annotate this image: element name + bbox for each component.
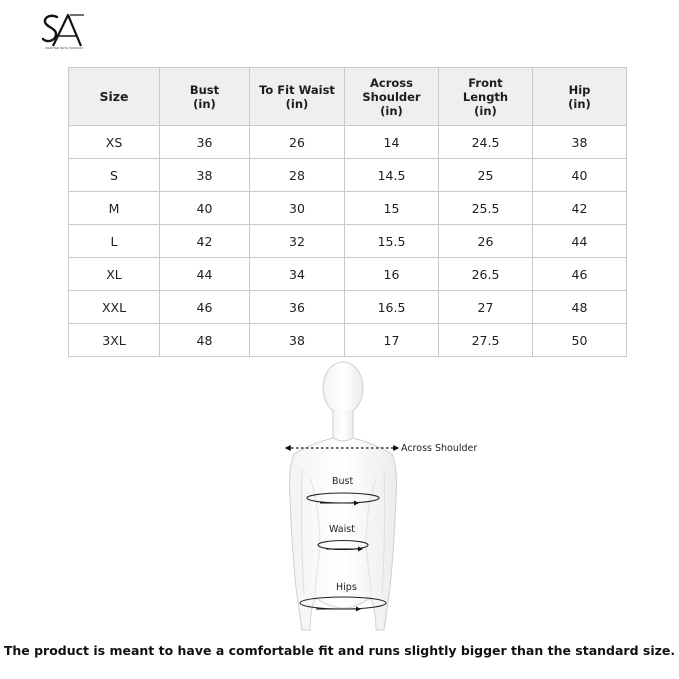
fit-note: The product is meant to have a comfortable fit and runs slightly bigger than the standard size. xyxy=(3,643,676,658)
size-chart-table xyxy=(68,67,627,357)
brand-tagline: CRAFTED WITH PASSION xyxy=(45,47,83,50)
table-row xyxy=(69,258,627,291)
table-row xyxy=(69,291,627,324)
cell-bust: 36 xyxy=(160,126,250,159)
cell-across-shoulder: 17 xyxy=(345,324,439,357)
cell-hip: 46 xyxy=(533,258,627,291)
label-across-shoulder: Across Shoulder xyxy=(401,443,478,454)
table-row xyxy=(69,159,627,192)
label-hips: Hips xyxy=(336,582,357,593)
cell-hip: 44 xyxy=(533,225,627,258)
header-size: Size xyxy=(69,68,160,126)
header-waist: To Fit Waist (in) xyxy=(250,68,345,126)
cell-waist: 30 xyxy=(250,192,345,225)
cell-across-shoulder: 16.5 xyxy=(345,291,439,324)
cell-bust: 46 xyxy=(160,291,250,324)
cell-waist: 38 xyxy=(250,324,345,357)
cell-hip: 40 xyxy=(533,159,627,192)
cell-size: XXL xyxy=(69,291,160,324)
cell-bust: 48 xyxy=(160,324,250,357)
brand-logo xyxy=(32,12,96,52)
cell-hip: 42 xyxy=(533,192,627,225)
table-header-row xyxy=(69,68,627,126)
cell-across-shoulder: 14 xyxy=(345,126,439,159)
cell-front-length: 27.5 xyxy=(439,324,533,357)
cell-waist: 26 xyxy=(250,126,345,159)
cell-waist: 36 xyxy=(250,291,345,324)
cell-front-length: 24.5 xyxy=(439,126,533,159)
table-row xyxy=(69,225,627,258)
cell-waist: 28 xyxy=(250,159,345,192)
cell-across-shoulder: 16 xyxy=(345,258,439,291)
label-bust: Bust xyxy=(332,476,354,487)
cell-front-length: 25.5 xyxy=(439,192,533,225)
cell-hip: 48 xyxy=(533,291,627,324)
measurement-diagram xyxy=(280,358,480,634)
cell-front-length: 26 xyxy=(439,225,533,258)
cell-across-shoulder: 14.5 xyxy=(345,159,439,192)
table-row xyxy=(69,126,627,159)
cell-front-length: 27 xyxy=(439,291,533,324)
cell-size: M xyxy=(69,192,160,225)
cell-bust: 38 xyxy=(160,159,250,192)
header-hip: Hip (in) xyxy=(533,68,627,126)
header-across-shoulder: Across Shoulder (in) xyxy=(345,68,439,126)
cell-front-length: 26.5 xyxy=(439,258,533,291)
cell-across-shoulder: 15 xyxy=(345,192,439,225)
header-bust: Bust (in) xyxy=(160,68,250,126)
cell-size: S xyxy=(69,159,160,192)
label-waist: Waist xyxy=(329,524,355,535)
cell-size: XL xyxy=(69,258,160,291)
table-row xyxy=(69,324,627,357)
cell-waist: 32 xyxy=(250,225,345,258)
cell-across-shoulder: 15.5 xyxy=(345,225,439,258)
cell-front-length: 25 xyxy=(439,159,533,192)
cell-size: XS xyxy=(69,126,160,159)
header-front-length: Front Length (in) xyxy=(439,68,533,126)
cell-hip: 38 xyxy=(533,126,627,159)
sa-monogram-icon xyxy=(40,12,86,48)
cell-bust: 40 xyxy=(160,192,250,225)
cell-waist: 34 xyxy=(250,258,345,291)
mannequin-icon xyxy=(280,358,480,634)
table-row xyxy=(69,192,627,225)
cell-size: L xyxy=(69,225,160,258)
cell-bust: 44 xyxy=(160,258,250,291)
cell-size: 3XL xyxy=(69,324,160,357)
cell-hip: 50 xyxy=(533,324,627,357)
cell-bust: 42 xyxy=(160,225,250,258)
